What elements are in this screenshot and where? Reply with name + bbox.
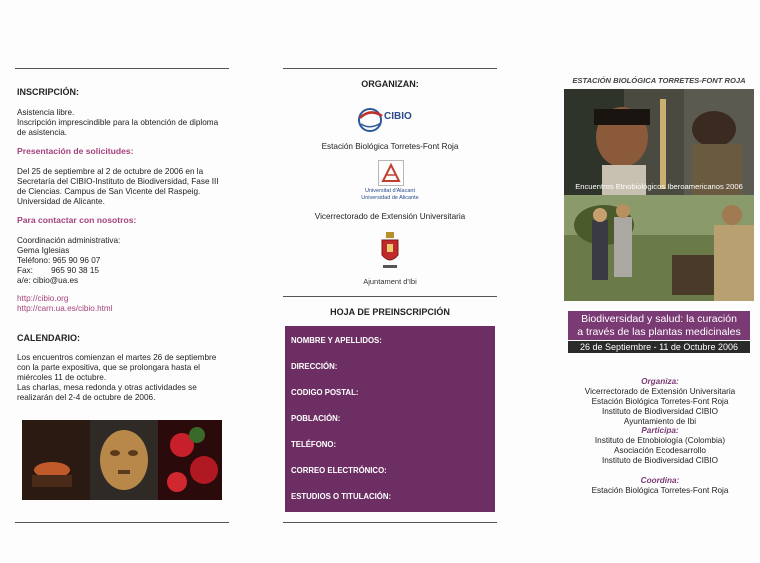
station-header: ESTACIÓN BIOLÓGICA TORRETES-FONT ROJA [572,76,746,85]
cover-photo-bottom [564,195,754,301]
cover-photo-top-image [564,89,754,195]
text-line: Universidad de Alicante. [17,197,105,206]
title-line: a través de las plantas medicinales [577,326,741,338]
divider [15,522,229,523]
ua-caption: Vicerrectorado de Extensión Universitaria [314,212,466,221]
field-telefono[interactable]: TELÉFONO: [291,440,337,449]
text-line: Del 25 de septiembre al 2 de octubre de 2006 en la [17,167,204,176]
ibi-logo [380,231,400,271]
contacto-heading: Para contactar con nosotros: [17,215,137,225]
participa-label: Participa: [641,426,679,435]
divider [283,522,497,523]
list-item: Estación Biológica Torretes-Font Roja [591,397,729,406]
text-line: con la parte expositiva, que se prolongara hasta el [17,363,200,372]
links [17,294,113,314]
inscripcion-text [17,108,229,138]
solicitudes-text [17,167,229,207]
organizan-heading: ORGANIZAN: [361,79,419,89]
coat-of-arms-icon [380,231,400,271]
organiza-label: Organiza: [641,377,679,386]
calendario-text [17,353,229,403]
cover-photo-bottom-image [564,195,754,301]
text-line: Secretaría del CIBIO-Instituto de Biodiversidad, Fase III [17,177,219,186]
ua-logo-text [283,188,497,202]
list-item: Estación Biológica Torretes-Font Roja [591,486,729,495]
text-line: Coordinación administrativa: [17,236,121,245]
calendario-heading: CALENDARIO: [17,333,80,343]
ibi-caption: Ajuntament d'Ibi [363,277,417,286]
field-codigo-postal[interactable]: CODIGO POSTAL: [291,388,359,397]
cibio-logo-text: CIBIO [384,111,412,122]
text-line: Asistencia libre. [17,108,75,117]
text-line: realizarán del 2-4 de octubre de 2006. [17,393,156,402]
ua-logo [378,160,404,186]
preinscription-form [285,326,495,512]
list-item: Ayuntamiento de Ibi [623,417,697,426]
field-direccion[interactable]: DIRECCIÓN: [291,362,338,371]
divider [283,68,497,69]
text-line: Universidad de Alicante [361,195,419,201]
list-item: Instituto de Biodiversidad CIBIO [601,407,719,416]
text-line: Teléfono: 965 90 96 07 [17,256,101,265]
text-line: de asistencia. [17,128,68,137]
cover-photo-caption: Encuentros Etnobiológicos Iberoamericanos 2006 [575,182,743,191]
text-line: de Ciencias. Campus de San Vicente del Raspeig. [17,187,201,196]
link-carn[interactable]: http://carn.ua.es/cibio.html [17,304,113,313]
participa-list [566,436,754,466]
form-title: HOJA DE PREINSCRIPCIÓN [330,307,450,317]
cibio-logo [356,104,426,136]
list-item: Asociación Ecodesarrollo [614,446,706,455]
coordina-list [566,486,754,496]
list-item: Vicerrectorado de Extensión Universitaria [584,387,736,396]
text-line: Gema Iglesias [17,246,70,255]
event-dates: 26 de Septiembre - 11 de Octubre 2006 [568,341,750,353]
text-line: miércoles 11 de octubre. [17,373,107,382]
link-cibio[interactable]: http://cibio.org [17,294,69,303]
text-line: Los encuentros comienzan el martes 26 de septiembre [17,353,217,362]
divider [15,68,229,69]
text-line: Fax: 965 90 38 15 [17,266,99,275]
organiza-list [566,387,754,427]
text-line: Inscripción imprescindible para la obtención de diploma [17,118,219,127]
cibio-caption: Estación Biológica Torretes-Font Roja [321,142,459,151]
event-title [568,311,750,340]
photo-strip [22,420,222,500]
university-icon [379,161,403,185]
title-line: Biodiversidad y salud: la curación [581,313,737,325]
photo-strip-image [22,420,222,500]
text-line: a/e: cibio@ua.es [17,276,79,285]
divider [283,296,497,297]
list-item: Instituto de Biodiversidad CIBIO [601,456,719,465]
text-line: Universitat d'Alacant [365,188,415,194]
cover-photo-top [564,89,754,195]
field-correo[interactable]: CORREO ELECTRÓNICO: [291,466,387,475]
field-estudios[interactable]: ESTUDIOS O TITULACIÓN: [291,492,392,501]
field-poblacion[interactable]: POBLACIÓN: [291,414,341,423]
field-nombre[interactable]: NOMBRE Y APELLIDOS: [291,336,382,345]
inscripcion-heading: INSCRIPCIÓN: [17,87,80,97]
coordina-label: Coordina: [640,476,680,485]
solicitudes-heading: Presentación de solicitudes: [17,146,134,156]
text-line: Las charlas, mesa redonda y otras actividades se [17,383,197,392]
contacto-text [17,236,229,286]
list-item: Instituto de Etnobiología (Colombia) [594,436,726,445]
